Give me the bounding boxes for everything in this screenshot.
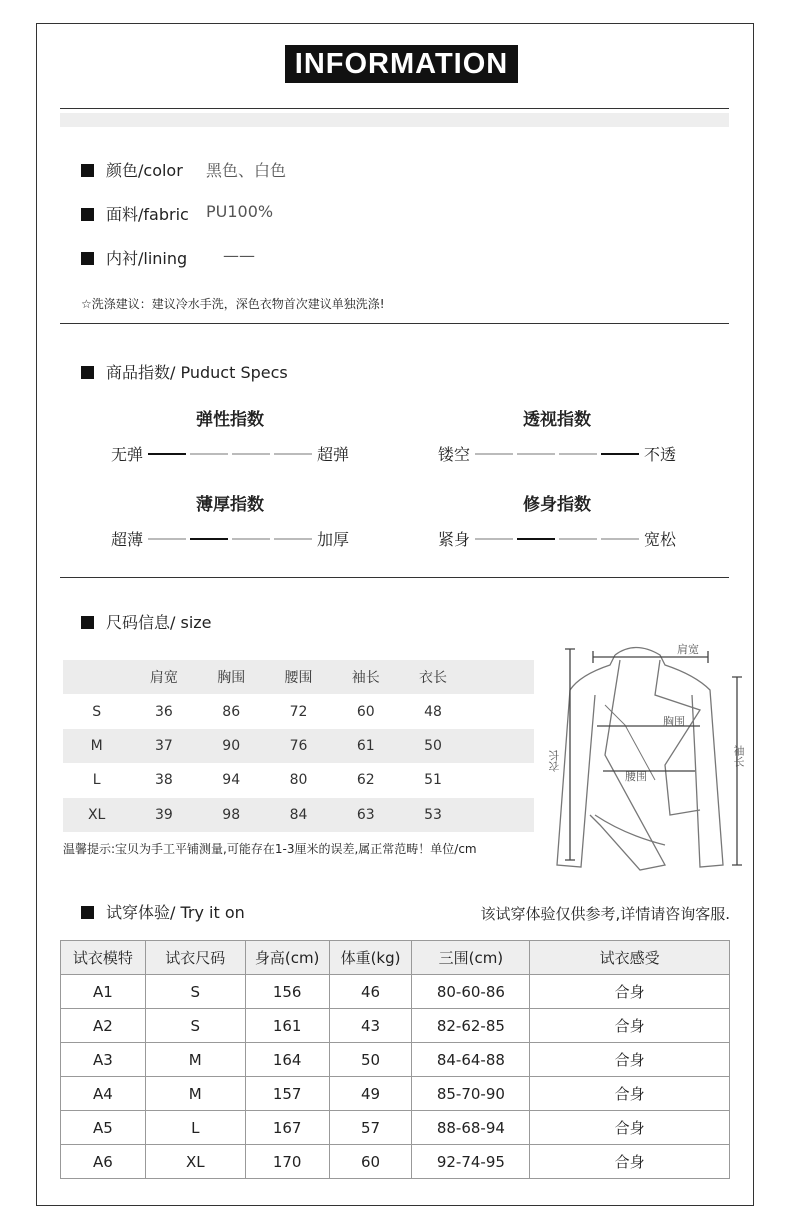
info-lining xyxy=(81,246,481,269)
spec-0 xyxy=(80,405,380,465)
info-value: PU100% xyxy=(206,202,274,221)
scale-max-label: 宽松 xyxy=(644,530,677,549)
page-title: INFORMATION xyxy=(285,45,518,83)
table-cell: 92-74-95 xyxy=(412,1145,530,1179)
wash-note: ☆洗涤建议：建议冷水手洗，深色衣物首次建议单独洗涤! xyxy=(81,297,385,311)
scale-segment xyxy=(148,453,186,455)
scale-segment xyxy=(190,538,228,540)
table-cell: M xyxy=(145,1043,245,1077)
scale-segment xyxy=(475,453,513,455)
spec-scale xyxy=(407,442,707,465)
section-title: 试穿体验/ Try it on xyxy=(106,903,245,922)
table-cell: XL xyxy=(63,798,130,832)
table-row xyxy=(63,694,534,728)
spec-scale xyxy=(80,527,380,550)
spacer-cell xyxy=(467,660,534,694)
table-row xyxy=(61,1077,730,1111)
table-cell: 156 xyxy=(245,975,329,1009)
table-cell: 57 xyxy=(329,1111,412,1145)
table-cell: 90 xyxy=(198,729,265,763)
table-cell: 88-68-94 xyxy=(412,1111,530,1145)
table-cell: 50 xyxy=(329,1043,412,1077)
column-header: 试衣尺码 xyxy=(145,941,245,975)
table-cell: 43 xyxy=(329,1009,412,1043)
table-cell: 46 xyxy=(329,975,412,1009)
table-cell: A6 xyxy=(61,1145,146,1179)
column-header: 肩宽 xyxy=(130,660,197,694)
table-cell: 60 xyxy=(329,1145,412,1179)
table-cell: 164 xyxy=(245,1043,329,1077)
table-row xyxy=(63,729,534,763)
table-cell: 82-62-85 xyxy=(412,1009,530,1043)
info-label: 颜色/color xyxy=(106,161,183,180)
spacer-cell xyxy=(467,694,534,728)
table-cell: 合身 xyxy=(530,1043,730,1077)
info-value: 黑色、白色 xyxy=(206,161,287,180)
scale-min-label: 紧身 xyxy=(437,530,470,549)
scale-min-label: 超薄 xyxy=(110,530,143,549)
diagram-sleeve-label: 袖长 xyxy=(732,745,745,767)
table-cell: 94 xyxy=(222,772,241,789)
diagram-shoulder-label: 肩宽 xyxy=(677,643,699,656)
table-row xyxy=(63,763,534,797)
table-cell: 61 xyxy=(332,729,399,763)
diagram-waist-label: 腰围 xyxy=(625,770,647,783)
scale-segment xyxy=(601,453,639,455)
scale-segment xyxy=(274,538,312,540)
divider xyxy=(60,108,729,109)
scale-max-label: 不透 xyxy=(644,445,677,464)
spacer-cell xyxy=(467,763,534,797)
spec-2 xyxy=(80,490,380,550)
diagram-length-label: 衣长 xyxy=(548,750,561,772)
info-fabric xyxy=(81,202,481,225)
spec-scale xyxy=(80,442,380,465)
table-cell: 37 xyxy=(130,729,197,763)
scale-segment xyxy=(517,538,555,540)
table-cell: L xyxy=(92,772,101,789)
info-label: 面料/fabric xyxy=(106,205,189,224)
table-cell: S xyxy=(145,975,245,1009)
table-cell: 80 xyxy=(289,772,308,789)
table-cell: 72 xyxy=(289,703,308,720)
table-header-row xyxy=(63,660,534,694)
bullet-icon xyxy=(81,164,94,177)
table-row xyxy=(61,975,730,1009)
table-cell: 76 xyxy=(265,729,332,763)
table-cell: 53 xyxy=(399,798,466,832)
scale-segment xyxy=(601,538,639,540)
table-cell: 合身 xyxy=(530,1111,730,1145)
column-header: 衣长 xyxy=(399,660,466,694)
table-cell: A5 xyxy=(61,1111,146,1145)
bullet-icon xyxy=(81,252,94,265)
column-header: 胸围 xyxy=(198,660,265,694)
spacer-cell xyxy=(467,798,534,832)
divider xyxy=(60,577,729,578)
table-cell: 167 xyxy=(245,1111,329,1145)
bullet-icon xyxy=(81,366,94,379)
spacer-cell xyxy=(467,729,534,763)
table-cell: 63 xyxy=(332,798,399,832)
spec-1 xyxy=(407,405,707,465)
table-cell: 84-64-88 xyxy=(412,1043,530,1077)
bullet-icon xyxy=(81,906,94,919)
table-cell: A1 xyxy=(61,975,146,1009)
table-cell: 60 xyxy=(356,703,375,720)
table-cell: 合身 xyxy=(530,975,730,1009)
table-cell: 50 xyxy=(399,729,466,763)
scale-segment xyxy=(559,453,597,455)
table-row xyxy=(61,1043,730,1077)
table-cell: 48 xyxy=(424,703,442,720)
table-cell: 80-60-86 xyxy=(412,975,530,1009)
section-title: 商品指数/ Puduct Specs xyxy=(106,363,288,382)
scale-segment xyxy=(190,453,228,455)
specs-header xyxy=(81,360,288,383)
spec-title: 修身指数 xyxy=(523,495,591,515)
spec-3 xyxy=(407,490,707,550)
scale-min-label: 无弹 xyxy=(110,445,143,464)
table-cell: 86 xyxy=(222,703,241,720)
column-header: 试衣模特 xyxy=(61,941,146,975)
column-header: 三围(cm) xyxy=(412,941,530,975)
info-label: 内衬/lining xyxy=(106,249,188,268)
spec-scale xyxy=(407,527,707,550)
table-row xyxy=(61,1111,730,1145)
table-cell: 157 xyxy=(245,1077,329,1111)
column-header xyxy=(63,660,130,694)
table-cell: 合身 xyxy=(530,1077,730,1111)
info-color xyxy=(81,158,481,181)
bullet-icon xyxy=(81,616,94,629)
table-cell: 85-70-90 xyxy=(412,1077,530,1111)
table-row xyxy=(63,798,534,832)
scale-segment xyxy=(232,453,270,455)
table-cell: M xyxy=(63,729,130,763)
table-header-row xyxy=(61,941,730,975)
table-row xyxy=(61,1145,730,1179)
spec-title: 弹性指数 xyxy=(196,410,264,430)
section-title: 尺码信息/ size xyxy=(106,613,212,632)
table-cell: 36 xyxy=(155,703,173,720)
table-cell: 161 xyxy=(245,1009,329,1043)
divider xyxy=(60,323,729,324)
scale-segment xyxy=(274,453,312,455)
scale-segment xyxy=(148,538,186,540)
scale-segment xyxy=(475,538,513,540)
size-table xyxy=(63,660,534,832)
table-cell: L xyxy=(145,1111,245,1145)
table-cell: 62 xyxy=(356,772,375,789)
table-cell: A4 xyxy=(61,1077,146,1111)
scale-segment xyxy=(517,453,555,455)
tryon-table xyxy=(60,940,730,1179)
table-cell: 合身 xyxy=(530,1145,730,1179)
column-header: 体重(kg) xyxy=(329,941,412,975)
size-header xyxy=(81,610,212,633)
table-cell: 84 xyxy=(265,798,332,832)
column-header: 试衣感受 xyxy=(530,941,730,975)
table-row xyxy=(61,1009,730,1043)
column-header: 身高(cm) xyxy=(245,941,329,975)
scale-segment xyxy=(559,538,597,540)
column-header: 腰围 xyxy=(265,660,332,694)
table-cell: A3 xyxy=(61,1043,146,1077)
table-cell: 合身 xyxy=(530,1009,730,1043)
table-cell: XL xyxy=(145,1145,245,1179)
size-note: 温馨提示:宝贝为手工平铺测量,可能存在1-3厘米的误差,属正常范畴！单位/cm xyxy=(63,842,477,856)
gray-band xyxy=(60,113,729,127)
spec-title: 透视指数 xyxy=(523,410,591,430)
jacket-diagram xyxy=(545,635,755,875)
scale-min-label: 镂空 xyxy=(437,445,470,464)
table-cell: S xyxy=(145,1009,245,1043)
scale-max-label: 加厚 xyxy=(317,530,350,549)
diagram-chest-label: 胸围 xyxy=(663,715,685,728)
table-cell: 51 xyxy=(424,772,442,789)
tryon-disclaimer: 该试穿体验仅供参考,详情请咨询客服. xyxy=(480,905,730,923)
table-cell: A2 xyxy=(61,1009,146,1043)
table-cell: 39 xyxy=(130,798,197,832)
spec-title: 薄厚指数 xyxy=(196,495,264,515)
scale-max-label: 超弹 xyxy=(317,445,350,464)
info-value: —— xyxy=(223,246,255,265)
table-cell: 170 xyxy=(245,1145,329,1179)
table-cell: M xyxy=(145,1077,245,1111)
column-header: 袖长 xyxy=(332,660,399,694)
table-cell: 49 xyxy=(329,1077,412,1111)
tryon-header xyxy=(81,900,245,923)
bullet-icon xyxy=(81,208,94,221)
table-cell: S xyxy=(92,703,102,720)
table-cell: 38 xyxy=(155,772,173,789)
scale-segment xyxy=(232,538,270,540)
table-cell: 98 xyxy=(198,798,265,832)
